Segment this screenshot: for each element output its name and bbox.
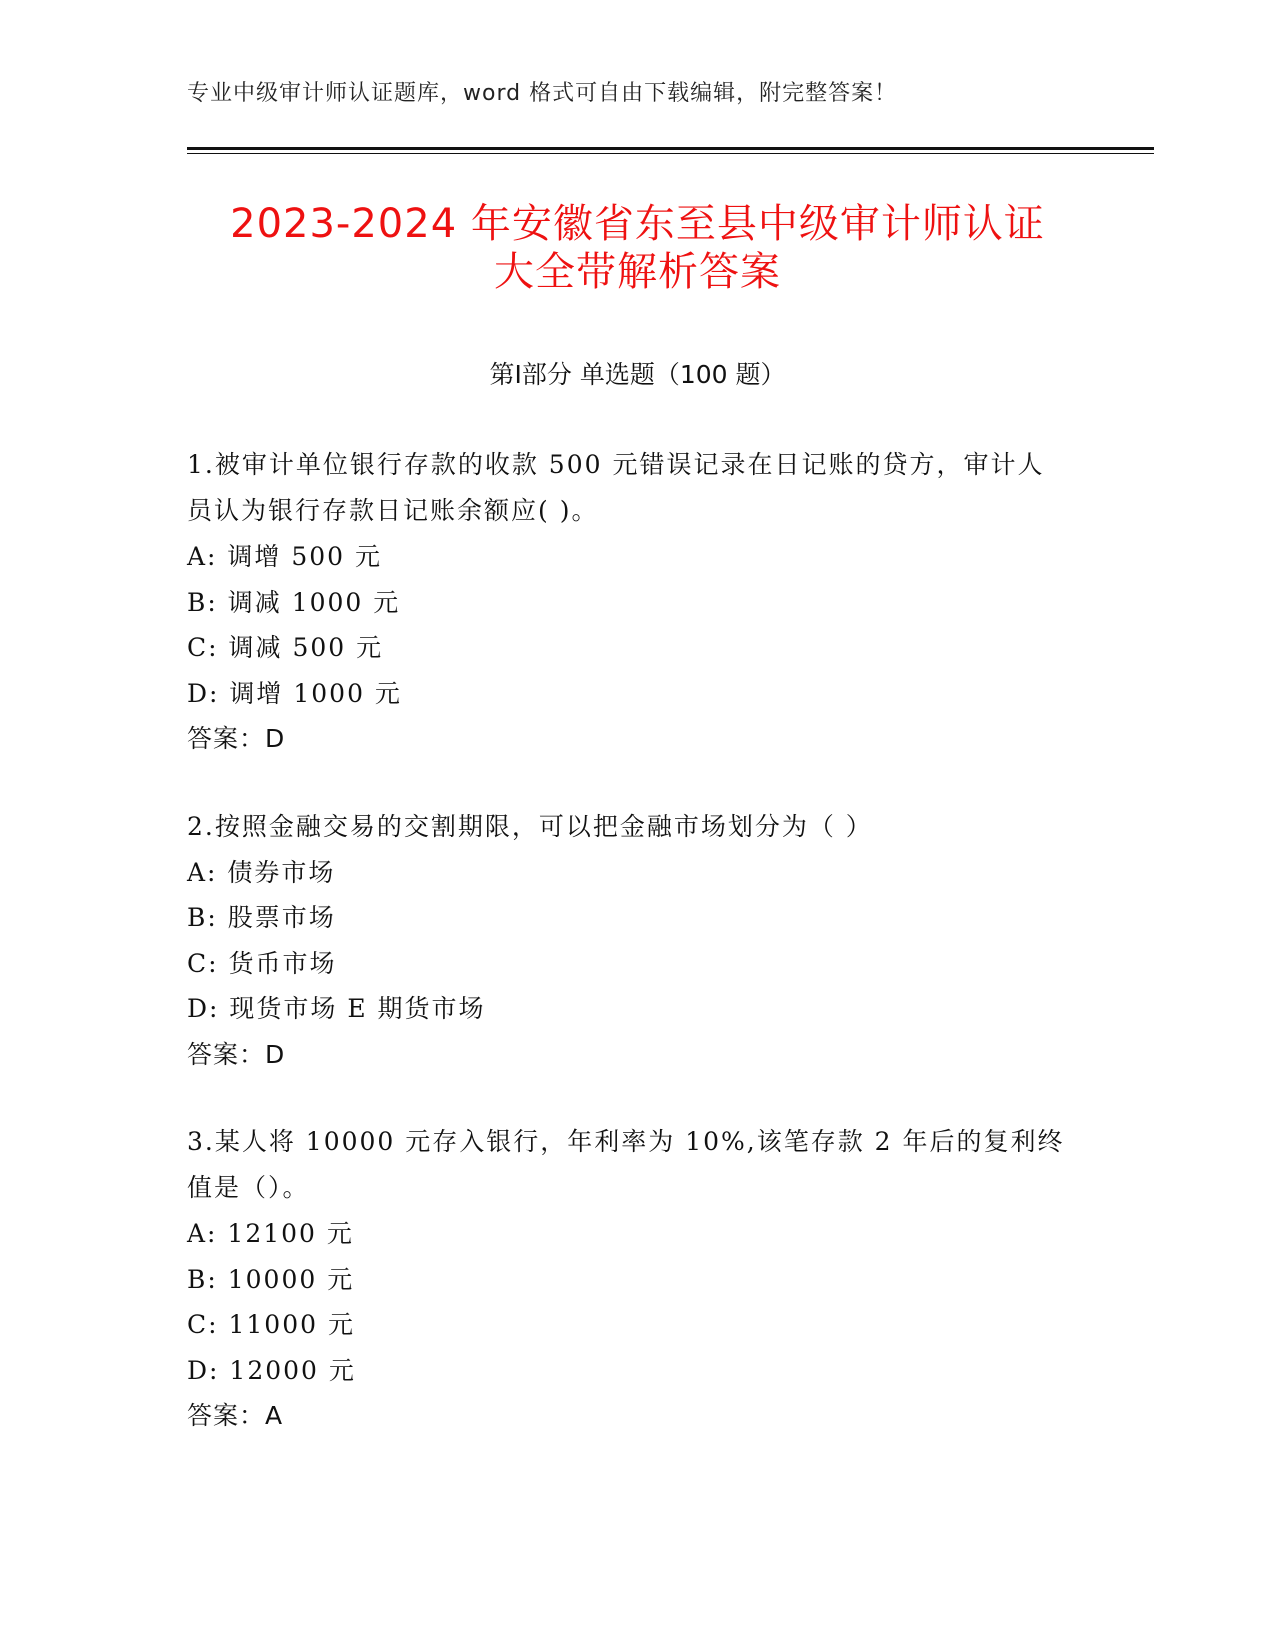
option-a: A: 调增 500 元: [187, 542, 383, 571]
option-c: C: 货币市场: [187, 948, 337, 978]
question-stem: 3.某人将 10000 元存入银行，年利率为 10%,该笔存款 2 年后的复利终值是（）。: [187, 1127, 1065, 1202]
option-a: A: 债券市场: [187, 857, 336, 887]
header-note: 专业中级审计师认证题库，word 格式可自由下载编辑，附完整答案！: [187, 81, 898, 106]
option-d: D: 12000 元: [187, 1355, 356, 1385]
header-rule-thin: [187, 153, 1154, 154]
answer-line: 答案：D: [187, 724, 286, 753]
question-2: [187, 804, 1067, 1078]
header-rule-thick: [187, 147, 1154, 150]
option-c: C: 11000 元: [187, 1310, 355, 1339]
option-d: D: 调增 1000 元: [187, 678, 402, 708]
question-list: [187, 442, 1067, 1481]
answer-line: 答案：D: [187, 1039, 286, 1069]
option-b: B: 调减 1000 元: [187, 587, 401, 617]
question-3: [187, 1119, 1067, 1439]
option-a: A: 12100 元: [187, 1219, 354, 1248]
question-stem: 1.被审计单位银行存款的收款 500 元错误记录在日记账的贷方，审计人员认为银行存款日记账余额应( )。: [187, 450, 1045, 525]
question-stem: 2.按照金融交易的交割期限，可以把金融市场划分为（ ）: [187, 811, 873, 841]
option-d: D: 现货市场 E 期货市场: [187, 994, 486, 1023]
section-heading: 第Ⅰ部分 单选题（100 题）: [489, 360, 786, 389]
document-title: [150, 200, 1125, 296]
document-title-line-1: 2023-2024 年安徽省东至县中级审计师认证: [230, 201, 1045, 247]
option-b: B: 股票市场: [187, 903, 336, 932]
option-b: B: 10000 元: [187, 1264, 355, 1294]
option-c: C: 调减 500 元: [187, 633, 384, 662]
answer-line: 答案：A: [187, 1401, 284, 1430]
question-1: [187, 442, 1067, 762]
document-title-line-2: 大全带解析答案: [494, 249, 781, 295]
